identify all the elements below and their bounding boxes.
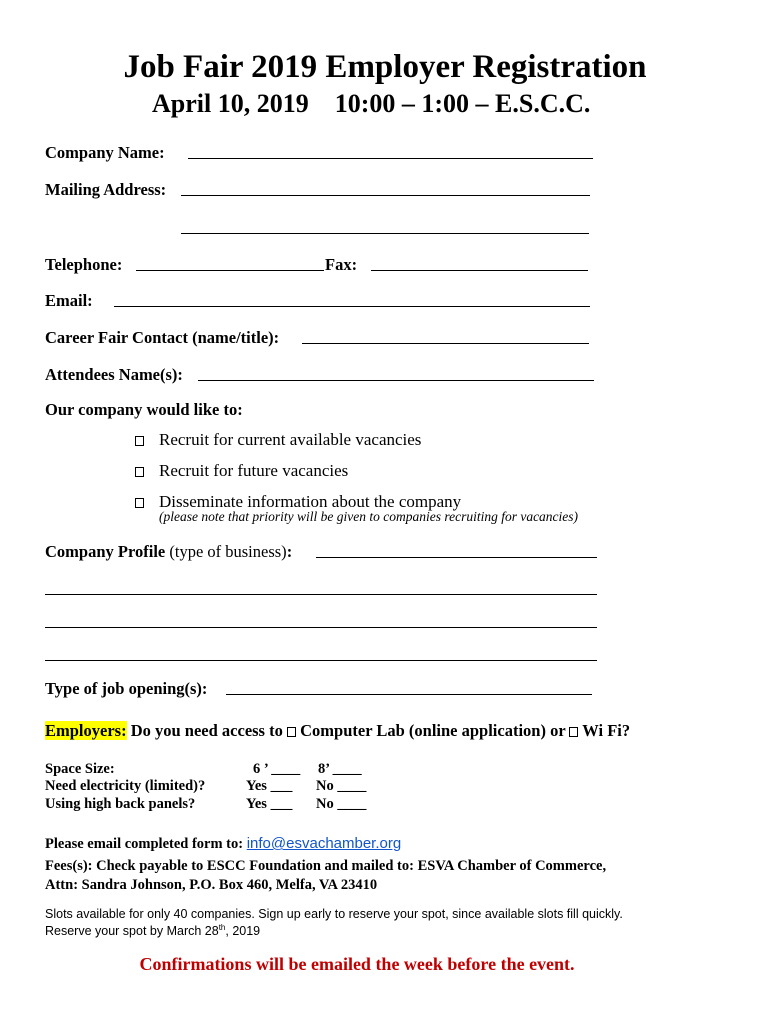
checkbox-wifi[interactable] (569, 727, 578, 737)
company-name-field[interactable] (188, 158, 593, 159)
career-fair-contact-field[interactable] (302, 343, 589, 344)
employers-question-text-1: Do you need access to (126, 721, 287, 740)
fax-field[interactable] (371, 270, 588, 271)
slots-note-line-2 (45, 922, 260, 940)
fax-label: Fax: (325, 255, 358, 274)
email-instructions-text: Please email completed form to: (45, 836, 247, 852)
job-openings-label: Type of job opening(s): (45, 679, 208, 698)
space-6ft-option[interactable]: 6 ’ ____ (253, 761, 301, 777)
electricity-no-option[interactable]: No ____ (316, 778, 367, 794)
company-name-label: Company Name: (45, 143, 165, 162)
ordinal-suffix: th (218, 922, 226, 932)
employers-question-text-3: Wi Fi? (578, 721, 631, 740)
telephone-field[interactable] (136, 270, 324, 271)
checkbox-future-vacancies[interactable] (135, 467, 144, 477)
space-8ft-option[interactable]: 8’ ____ (318, 761, 362, 777)
email-instructions (45, 835, 401, 853)
email-field[interactable] (114, 306, 590, 307)
space-size-label: Space Size: (45, 761, 115, 777)
page-title: Job Fair 2019 Employer Registration (123, 49, 647, 85)
company-profile-label (45, 542, 292, 562)
mailing-address-field-line-2[interactable] (181, 233, 589, 234)
option-future-vacancies: Recruit for future vacancies (159, 461, 349, 480)
fees-line-1: Fees(s): Check payable to ESCC Foundation and mailed to: ESVA Chamber of Commerce, (45, 858, 607, 874)
option-disseminate-info: Disseminate information about the company (159, 492, 462, 511)
slots-note-line-1: Slots available for only 40 companies. Sign up early to reserve your spot, since available slots fill quickly. (45, 907, 623, 921)
confirmation-notice: Confirmations will be emailed the week before the event. (139, 954, 575, 974)
career-fair-contact-label: Career Fair Contact (name/title): (45, 328, 280, 347)
mailing-address-field-line-1[interactable] (181, 195, 590, 196)
panels-no-option[interactable]: No ____ (316, 796, 367, 812)
company-profile-field-line-1[interactable] (316, 557, 597, 558)
fees-line-2: Attn: Sandra Johnson, P.O. Box 460, Melfa, VA 23410 (45, 877, 378, 893)
high-back-panels-label: Using high back panels? (45, 796, 196, 812)
email-label: Email: (45, 291, 93, 310)
attendees-label: Attendees Name(s): (45, 365, 183, 384)
electricity-label: Need electricity (limited)? (45, 778, 206, 794)
chamber-email-link[interactable]: info@esvachamber.org (246, 835, 402, 852)
mailing-address-label: Mailing Address: (45, 180, 167, 199)
employers-question-text-2: Computer Lab (online application) or (295, 721, 570, 740)
company-profile-field-line-3[interactable] (45, 627, 597, 628)
panels-yes-option[interactable]: Yes ___ (246, 796, 293, 812)
telephone-label: Telephone: (45, 255, 123, 274)
employers-question (45, 721, 630, 741)
reserve-by-text: Reserve your spot by March 28 (45, 924, 219, 938)
employers-highlight: Employers: (45, 721, 127, 740)
checkbox-disseminate-info[interactable] (135, 498, 144, 508)
company-profile-field-line-4[interactable] (45, 660, 597, 661)
checkbox-computer-lab[interactable] (287, 727, 296, 737)
event-date-time-location: April 10, 2019 10:00 – 1:00 – E.S.C.C. (152, 89, 591, 118)
company-profile-colon: : (286, 542, 293, 561)
job-openings-field[interactable] (226, 694, 592, 695)
company-options-heading: Our company would like to: (45, 400, 243, 419)
reserve-year-text: , 2019 (225, 924, 261, 938)
company-profile-label-bold: Company Profile (45, 542, 166, 561)
attendees-field[interactable] (198, 380, 594, 381)
priority-note: (please note that priority will be given to companies recruiting for vacancies) (159, 509, 579, 524)
company-profile-field-line-2[interactable] (45, 594, 597, 595)
option-current-vacancies: Recruit for current available vacancies (159, 430, 422, 449)
checkbox-current-vacancies[interactable] (135, 436, 144, 446)
company-profile-label-detail: (type of business) (165, 542, 287, 561)
electricity-yes-option[interactable]: Yes ___ (246, 778, 293, 794)
